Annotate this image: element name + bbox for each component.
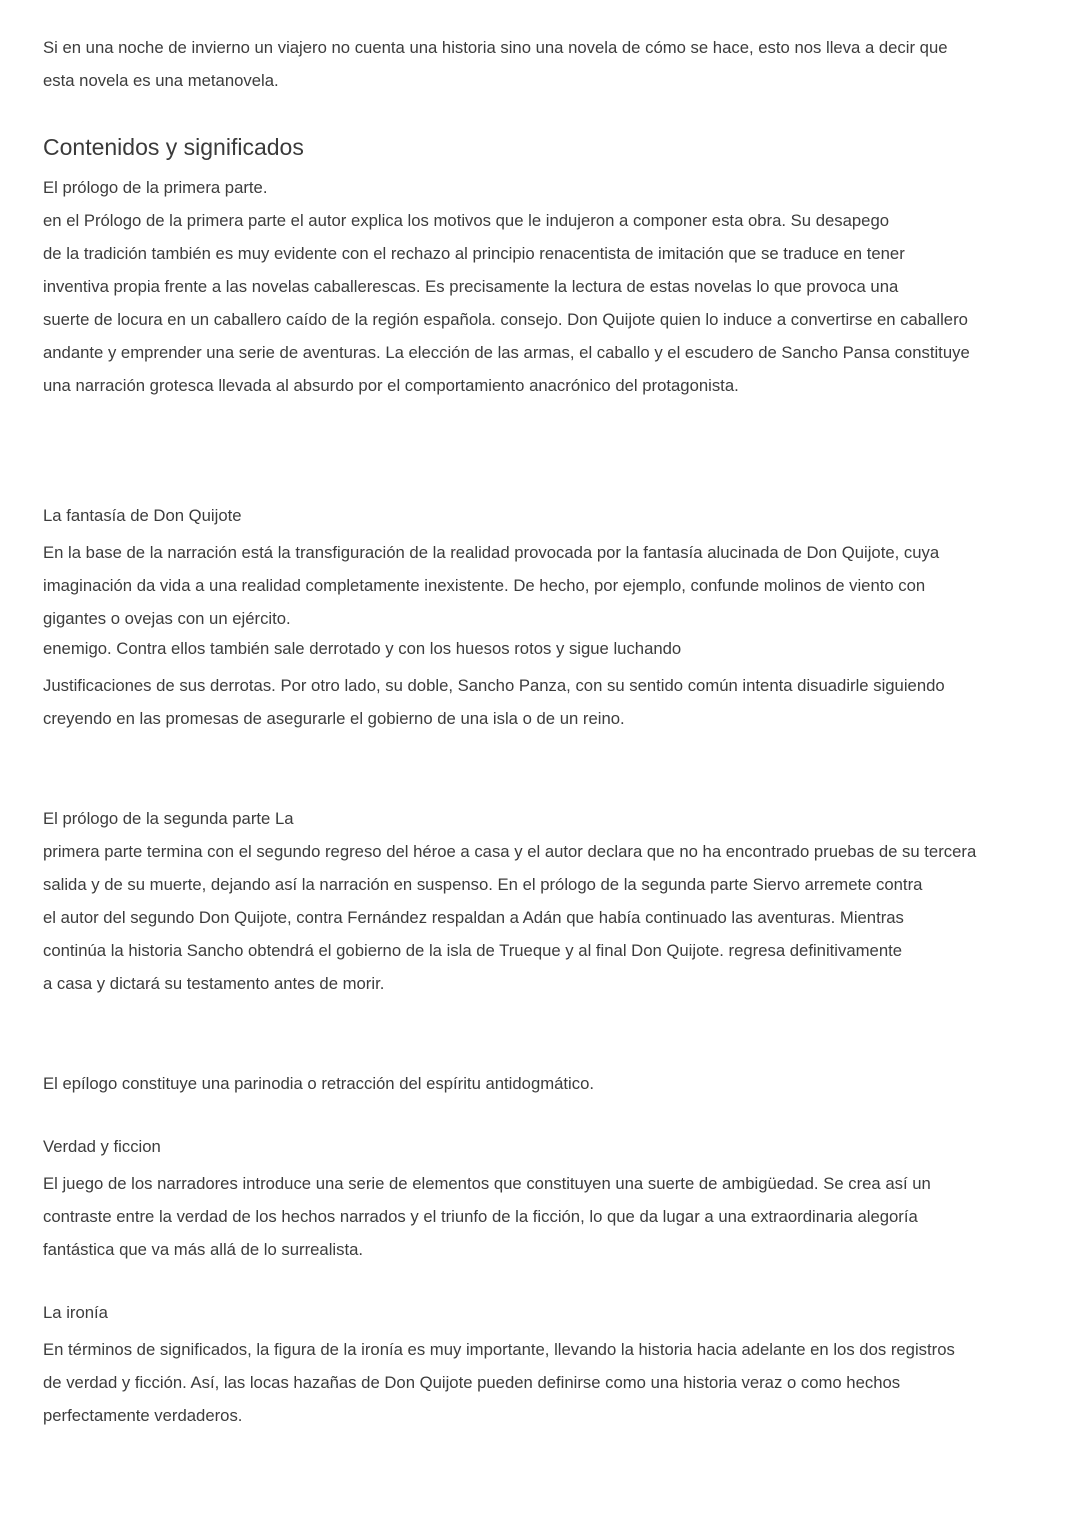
ironia-line-2: de verdad y ficción. Así, las locas hazañas de Don Quijote pueden definirse como una historia veraz o como hechos <box>43 1373 901 1392</box>
prologo1-line-3: inventiva propia frente a las novelas caballerescas. Es precisamente la lectura de estas novelas lo que provoca una <box>43 277 899 296</box>
prologo1-line-6: una narración grotesca llevada al absurdo por el comportamiento anacrónico del protagonista. <box>43 376 739 395</box>
prologo2-line-4: continúa la historia Sancho obtendrá el gobierno de la isla de Trueque y al final Don Quijote. regresa definitivamente <box>43 941 903 960</box>
section-heading: Contenidos y significados <box>43 134 304 160</box>
ironia-line-1: En términos de significados, la figura de la ironía es muy importante, llevando la historia hacia adelante en los dos registros <box>43 1340 955 1359</box>
epilogo-line: El epílogo constituye una parinodia o retracción del espíritu antidogmático. <box>43 1074 595 1093</box>
prologo2-line-1: primera parte termina con el segundo regreso del héroe a casa y el autor declara que no ha encontrado pruebas de su tercera <box>43 842 977 861</box>
prologo1-title: El prólogo de la primera parte. <box>43 178 268 197</box>
ironia-title: La ironía <box>43 1303 108 1322</box>
verdad-line-2: contraste entre la verdad de los hechos narrados y el triunfo de la ficción, lo que da lugar a una extraordinaria alegoría <box>43 1207 918 1226</box>
prologo1-line-5: andante y emprender una serie de aventuras. La elección de las armas, el caballo y el escudero de Sancho Pansa constituye <box>43 343 970 362</box>
verdad-line-1: El juego de los narradores introduce una serie de elementos que constituyen una suerte de ambigüedad. Se crea así un <box>43 1174 931 1193</box>
prologo2-line-5: a casa y dictará su testamento antes de morir. <box>43 974 385 993</box>
fantasia-line-5: Justificaciones de sus derrotas. Por otro lado, su doble, Sancho Panza, con su sentido común intenta disuadirle siguiendo <box>43 676 945 695</box>
fantasia-line-6: creyendo en las promesas de asegurarle el gobierno de una isla o de un reino. <box>43 709 625 728</box>
verdad-line-3: fantástica que va más allá de lo surrealista. <box>43 1240 364 1259</box>
verdad-title: Verdad y ficcion <box>43 1137 161 1156</box>
prologo1-line-2: de la tradición también es muy evidente con el rechazo al principio renacentista de imitación que se traduce en tener <box>43 244 905 263</box>
fantasia-line-1: En la base de la narración está la transfiguración de la realidad provocada por la fantasía alucinada de Don Quijote, cuya <box>43 543 940 562</box>
intro-line-1: Si en una noche de invierno un viajero no cuenta una historia sino una novela de cómo se hace, esto nos lleva a decir que <box>43 38 948 57</box>
prologo1-line-4: suerte de locura en un caballero caído de la región española. consejo. Don Quijote quien lo induce a convertirse en caballero <box>43 310 968 329</box>
prologo2-title: El prólogo de la segunda parte La <box>43 809 294 828</box>
fantasia-line-2: imaginación da vida a una realidad completamente inexistente. De hecho, por ejemplo, confunde molinos de viento con <box>43 576 926 595</box>
fantasia-line-3: gigantes o ovejas con un ejército. <box>43 609 291 628</box>
prologo2-line-2: salida y de su muerte, dejando así la narración en suspenso. En el prólogo de la segunda parte Siervo arremete contra <box>43 875 923 894</box>
prologo1-line-1: en el Prólogo de la primera parte el autor explica los motivos que le indujeron a componer esta obra. Su desapego <box>43 211 890 230</box>
ironia-line-3: perfectamente verdaderos. <box>43 1406 243 1425</box>
fantasia-title: La fantasía de Don Quijote <box>43 506 242 525</box>
prologo2-line-3: el autor del segundo Don Quijote, contra Fernández respaldan a Adán que había continuado las aventuras. Mientras <box>43 908 904 927</box>
fantasia-line-4: enemigo. Contra ellos también sale derrotado y con los huesos rotos y sigue luchando <box>43 639 682 658</box>
intro-line-2: esta novela es una metanovela. <box>43 71 279 90</box>
